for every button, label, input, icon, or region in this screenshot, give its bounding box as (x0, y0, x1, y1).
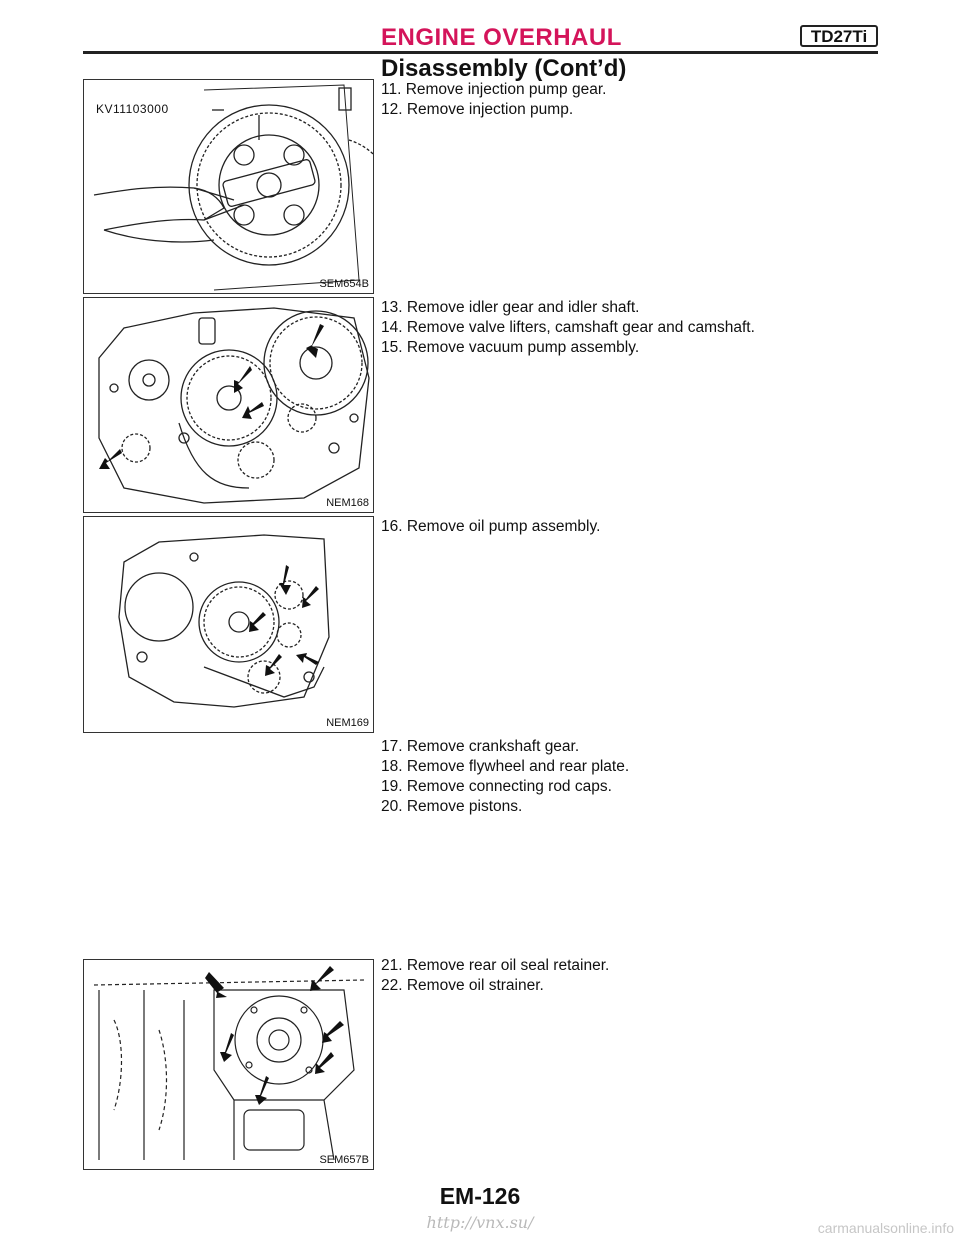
figure-code: SEM657B (319, 1154, 369, 1166)
site-link[interactable]: http://vnx.su/ (426, 1213, 534, 1232)
step-item: 16. Remove oil pump assembly. (381, 518, 601, 535)
step-list (381, 956, 609, 996)
section-title: Disassembly (Cont’d) (381, 55, 627, 82)
header-title: ENGINE OVERHAUL (381, 24, 622, 51)
figure-nem168 (83, 297, 374, 513)
step-item: 14. Remove valve lifters, camshaft gear and camshaft. (381, 319, 755, 336)
idler-gear-camshaft-illustration (84, 298, 374, 513)
step-item: 11. Remove injection pump gear. (381, 81, 607, 98)
page-number: EM-126 (439, 1183, 521, 1209)
step-item: 19. Remove connecting rod caps. (381, 778, 612, 795)
figure-nem169 (83, 516, 374, 733)
step-item: 15. Remove vacuum pump assembly. (381, 339, 640, 356)
oil-pump-assembly-illustration (84, 517, 374, 733)
figure-code: NEM169 (326, 717, 369, 729)
figure-sem657b (83, 959, 374, 1170)
step-item: 21. Remove rear oil seal retainer. (381, 957, 610, 974)
step-list (381, 737, 629, 817)
rear-oil-seal-retainer-illustration (84, 960, 374, 1170)
watermark: carmanualsonline.info (817, 1220, 954, 1236)
figure-code: NEM168 (326, 497, 369, 509)
figure-sem654b (83, 79, 374, 294)
step-item: 18. Remove flywheel and rear plate. (381, 758, 630, 775)
figure-code: SEM654B (319, 278, 369, 290)
model-badge: TD27Ti (800, 25, 878, 47)
tool-callout: KV11103000 (96, 102, 169, 116)
step-list (381, 298, 755, 358)
step-item: 20. Remove pistons. (381, 798, 523, 815)
step-list (381, 80, 606, 120)
step-item: 13. Remove idler gear and idler shaft. (381, 299, 640, 316)
step-item: 12. Remove injection pump. (381, 101, 574, 118)
step-list (381, 517, 600, 537)
step-item: 22. Remove oil strainer. (381, 977, 544, 994)
header-rule (83, 51, 878, 54)
step-item: 17. Remove crankshaft gear. (381, 738, 580, 755)
